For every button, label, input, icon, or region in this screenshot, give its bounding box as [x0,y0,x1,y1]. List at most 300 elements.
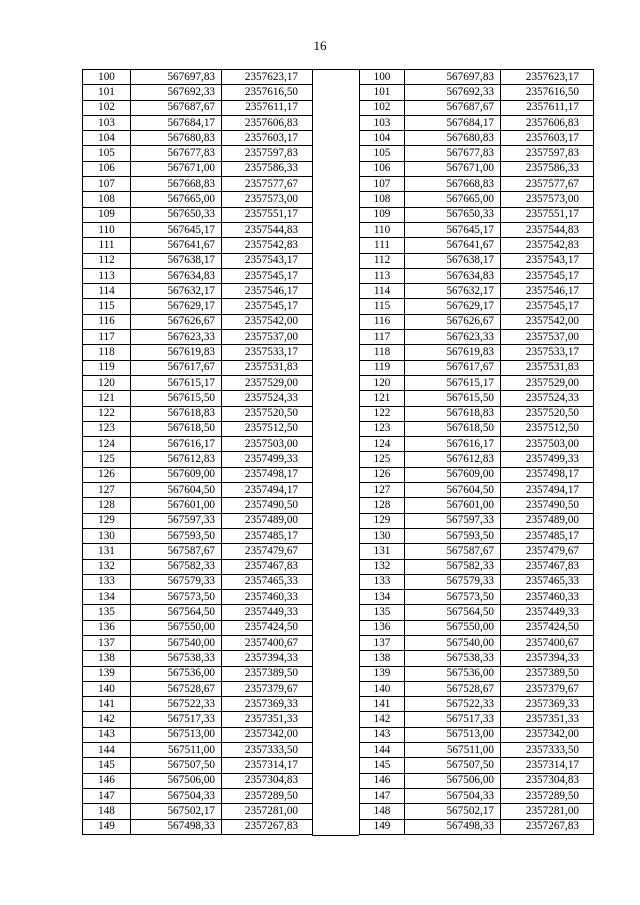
y-coordinate-cell: 2357465,33 [501,574,594,589]
y-coordinate-cell: 2357489,00 [222,513,313,528]
table-row [83,590,313,605]
point-number-cell: 149 [83,819,131,834]
point-number-cell: 126 [360,467,405,482]
y-coordinate-cell: 2357524,33 [222,391,313,406]
x-coordinate-cell: 567616,17 [131,437,222,452]
y-coordinate-cell: 2357503,00 [222,437,313,452]
x-coordinate-cell: 567623,33 [405,330,501,345]
point-number-cell: 138 [83,651,131,666]
point-number-cell: 105 [83,146,131,161]
x-coordinate-cell: 567587,67 [131,544,222,559]
point-number-cell: 146 [83,773,131,788]
table-row [360,146,594,161]
y-coordinate-cell: 2357351,33 [222,712,313,727]
point-number-cell: 101 [360,85,405,100]
table-row [360,207,594,222]
y-coordinate-cell: 2357498,17 [222,467,313,482]
x-coordinate-cell: 567587,67 [405,544,501,559]
table-row [83,651,313,666]
table-row [360,360,594,375]
x-coordinate-cell: 567511,00 [131,743,222,758]
point-number-cell: 123 [83,421,131,436]
table-row [360,238,594,253]
y-coordinate-cell: 2357544,83 [222,222,313,237]
x-coordinate-cell: 567540,00 [131,635,222,650]
y-coordinate-cell: 2357489,00 [501,513,594,528]
y-coordinate-cell: 2357623,17 [501,70,594,85]
x-coordinate-cell: 567522,33 [405,697,501,712]
y-coordinate-cell: 2357369,33 [501,697,594,712]
point-number-cell: 129 [360,513,405,528]
point-number-cell: 120 [360,375,405,390]
x-coordinate-cell: 567573,50 [131,590,222,605]
point-number-cell: 116 [83,314,131,329]
x-coordinate-cell: 567517,33 [405,712,501,727]
table-row [83,177,313,192]
x-coordinate-cell: 567671,00 [405,161,501,176]
point-number-cell: 124 [360,437,405,452]
table-row [360,131,594,146]
y-coordinate-cell: 2357314,17 [501,758,594,773]
point-number-cell: 143 [83,727,131,742]
point-number-cell: 133 [83,574,131,589]
x-coordinate-cell: 567502,17 [405,804,501,819]
x-coordinate-cell: 567522,33 [131,697,222,712]
y-coordinate-cell: 2357533,17 [501,345,594,360]
point-number-cell: 125 [360,452,405,467]
table-row [360,100,594,115]
table-row [83,115,313,130]
x-coordinate-cell: 567650,33 [405,207,501,222]
table-row [83,498,313,513]
table-row [360,544,594,559]
x-coordinate-cell: 567687,67 [131,100,222,115]
y-coordinate-cell: 2357267,83 [501,819,594,834]
x-coordinate-cell: 567593,50 [405,528,501,543]
y-coordinate-cell: 2357267,83 [222,819,313,834]
x-coordinate-cell: 567498,33 [405,819,501,834]
point-number-cell: 145 [83,758,131,773]
y-coordinate-cell: 2357586,33 [222,161,313,176]
x-coordinate-cell: 567641,67 [131,238,222,253]
x-coordinate-cell: 567619,83 [131,345,222,360]
y-coordinate-cell: 2357611,17 [501,100,594,115]
x-coordinate-cell: 567538,33 [131,651,222,666]
y-coordinate-cell: 2357289,50 [501,788,594,803]
y-coordinate-cell: 2357545,17 [222,268,313,283]
x-coordinate-cell: 567618,50 [405,421,501,436]
table-row [83,743,313,758]
y-coordinate-cell: 2357529,00 [501,375,594,390]
x-coordinate-cell: 567687,67 [405,100,501,115]
point-number-cell: 147 [83,788,131,803]
x-coordinate-cell: 567517,33 [131,712,222,727]
x-coordinate-cell: 567650,33 [131,207,222,222]
x-coordinate-cell: 567626,67 [405,314,501,329]
point-number-cell: 131 [360,544,405,559]
x-coordinate-cell: 567692,33 [405,85,501,100]
point-number-cell: 146 [360,773,405,788]
point-number-cell: 141 [360,697,405,712]
y-coordinate-cell: 2357479,67 [222,544,313,559]
table-row [360,70,594,85]
point-number-cell: 126 [83,467,131,482]
x-coordinate-cell: 567645,17 [405,222,501,237]
point-number-cell: 117 [83,330,131,345]
point-number-cell: 128 [360,498,405,513]
table-row [360,222,594,237]
y-coordinate-cell: 2357543,17 [501,253,594,268]
point-number-cell: 134 [83,590,131,605]
x-coordinate-cell: 567511,00 [405,743,501,758]
table-row [360,284,594,299]
table-row [360,345,594,360]
x-coordinate-cell: 567612,83 [131,452,222,467]
y-coordinate-cell: 2357379,67 [222,681,313,696]
x-coordinate-cell: 567677,83 [405,146,501,161]
x-coordinate-cell: 567504,33 [405,788,501,803]
x-coordinate-cell: 567692,33 [131,85,222,100]
x-coordinate-cell: 567617,67 [131,360,222,375]
y-coordinate-cell: 2357467,83 [501,559,594,574]
y-coordinate-cell: 2357503,00 [501,437,594,452]
y-coordinate-cell: 2357542,83 [501,238,594,253]
point-number-cell: 114 [360,284,405,299]
point-number-cell: 132 [83,559,131,574]
y-coordinate-cell: 2357529,00 [222,375,313,390]
y-coordinate-cell: 2357490,50 [501,498,594,513]
x-coordinate-cell: 567528,67 [131,681,222,696]
x-coordinate-cell: 567615,50 [405,391,501,406]
table-row [83,100,313,115]
x-coordinate-cell: 567619,83 [405,345,501,360]
x-coordinate-cell: 567604,50 [405,483,501,498]
y-coordinate-cell: 2357544,83 [501,222,594,237]
x-coordinate-cell: 567615,17 [131,375,222,390]
x-coordinate-cell: 567616,17 [405,437,501,452]
table-row [360,467,594,482]
table-row [360,375,594,390]
point-number-cell: 108 [83,192,131,207]
table-row [83,299,313,314]
table-row [83,375,313,390]
point-number-cell: 118 [360,345,405,360]
y-coordinate-cell: 2357304,83 [501,773,594,788]
x-coordinate-cell: 567632,17 [405,284,501,299]
table-row [360,819,594,834]
x-coordinate-cell: 567671,00 [131,161,222,176]
point-number-cell: 139 [83,666,131,681]
y-coordinate-cell: 2357542,00 [222,314,313,329]
table-row [360,299,594,314]
x-coordinate-cell: 567618,83 [131,406,222,421]
y-coordinate-cell: 2357333,50 [501,743,594,758]
x-coordinate-cell: 567618,83 [405,406,501,421]
x-coordinate-cell: 567638,17 [405,253,501,268]
table-row [83,406,313,421]
point-number-cell: 125 [83,452,131,467]
y-coordinate-cell: 2357551,17 [222,207,313,222]
point-number-cell: 148 [83,804,131,819]
table-row [360,391,594,406]
y-coordinate-cell: 2357524,33 [501,391,594,406]
y-coordinate-cell: 2357424,50 [222,620,313,635]
point-number-cell: 122 [83,406,131,421]
table-row [83,697,313,712]
table-row [83,467,313,482]
point-number-cell: 106 [360,161,405,176]
x-coordinate-cell: 567634,83 [131,268,222,283]
point-number-cell: 139 [360,666,405,681]
y-coordinate-cell: 2357616,50 [501,85,594,100]
x-coordinate-cell: 567498,33 [131,819,222,834]
point-number-cell: 100 [83,70,131,85]
y-coordinate-cell: 2357537,00 [222,330,313,345]
table-row [360,697,594,712]
y-coordinate-cell: 2357494,17 [222,483,313,498]
x-coordinate-cell: 567623,33 [131,330,222,345]
table-row [360,559,594,574]
x-coordinate-cell: 567597,33 [405,513,501,528]
point-number-cell: 127 [83,483,131,498]
y-coordinate-cell: 2357394,33 [222,651,313,666]
y-coordinate-cell: 2357460,33 [501,590,594,605]
table-row [360,314,594,329]
y-coordinate-cell: 2357342,00 [222,727,313,742]
x-coordinate-cell: 567618,50 [131,421,222,436]
y-coordinate-cell: 2357351,33 [501,712,594,727]
y-coordinate-cell: 2357394,33 [501,651,594,666]
table-row [83,437,313,452]
point-number-cell: 110 [83,222,131,237]
point-number-cell: 127 [360,483,405,498]
point-number-cell: 107 [360,177,405,192]
y-coordinate-cell: 2357379,67 [501,681,594,696]
y-coordinate-cell: 2357389,50 [501,666,594,681]
y-coordinate-cell: 2357369,33 [222,697,313,712]
table-row [360,513,594,528]
x-coordinate-cell: 567538,33 [405,651,501,666]
y-coordinate-cell: 2357520,50 [222,406,313,421]
y-coordinate-cell: 2357545,17 [501,299,594,314]
point-number-cell: 117 [360,330,405,345]
coordinates-table-left [82,69,313,835]
y-coordinate-cell: 2357545,17 [501,268,594,283]
point-number-cell: 137 [360,635,405,650]
y-coordinate-cell: 2357606,83 [222,115,313,130]
y-coordinate-cell: 2357304,83 [222,773,313,788]
table-row [83,605,313,620]
x-coordinate-cell: 567697,83 [131,70,222,85]
point-number-cell: 102 [360,100,405,115]
x-coordinate-cell: 567668,83 [405,177,501,192]
y-coordinate-cell: 2357577,67 [222,177,313,192]
x-coordinate-cell: 567540,00 [405,635,501,650]
y-coordinate-cell: 2357531,83 [222,360,313,375]
point-number-cell: 140 [360,681,405,696]
x-coordinate-cell: 567601,00 [131,498,222,513]
y-coordinate-cell: 2357603,17 [501,131,594,146]
x-coordinate-cell: 567504,33 [131,788,222,803]
x-coordinate-cell: 567665,00 [131,192,222,207]
table-row [83,727,313,742]
y-coordinate-cell: 2357494,17 [501,483,594,498]
table-row [83,819,313,834]
y-coordinate-cell: 2357586,33 [501,161,594,176]
x-coordinate-cell: 567629,17 [405,299,501,314]
point-number-cell: 105 [360,146,405,161]
table-row [360,605,594,620]
point-number-cell: 147 [360,788,405,803]
table-row [83,788,313,803]
y-coordinate-cell: 2357333,50 [222,743,313,758]
point-number-cell: 135 [83,605,131,620]
point-number-cell: 111 [360,238,405,253]
y-coordinate-cell: 2357400,67 [222,635,313,650]
y-coordinate-cell: 2357499,33 [501,452,594,467]
x-coordinate-cell: 567609,00 [131,467,222,482]
coordinates-table-right [359,69,594,835]
table-row [83,85,313,100]
point-number-cell: 109 [83,207,131,222]
y-coordinate-cell: 2357281,00 [222,804,313,819]
table-row [83,222,313,237]
y-coordinate-cell: 2357467,83 [222,559,313,574]
y-coordinate-cell: 2357543,17 [222,253,313,268]
table-row [360,666,594,681]
y-coordinate-cell: 2357573,00 [501,192,594,207]
table-row [360,727,594,742]
x-coordinate-cell: 567697,83 [405,70,501,85]
point-number-cell: 119 [360,360,405,375]
table-row [360,574,594,589]
point-number-cell: 112 [83,253,131,268]
x-coordinate-cell: 567617,67 [405,360,501,375]
point-number-cell: 104 [360,131,405,146]
point-number-cell: 149 [360,819,405,834]
table-row [360,406,594,421]
x-coordinate-cell: 567593,50 [131,528,222,543]
table-row [360,804,594,819]
y-coordinate-cell: 2357623,17 [222,70,313,85]
table-row [360,115,594,130]
table-row [360,788,594,803]
point-number-cell: 114 [83,284,131,299]
table-row [83,559,313,574]
point-number-cell: 102 [83,100,131,115]
y-coordinate-cell: 2357545,17 [222,299,313,314]
y-coordinate-cell: 2357546,17 [222,284,313,299]
point-number-cell: 103 [360,115,405,130]
point-number-cell: 116 [360,314,405,329]
y-coordinate-cell: 2357603,17 [222,131,313,146]
table-row [83,146,313,161]
point-number-cell: 129 [83,513,131,528]
point-number-cell: 111 [83,238,131,253]
x-coordinate-cell: 567550,00 [131,620,222,635]
point-number-cell: 120 [83,375,131,390]
point-number-cell: 137 [83,635,131,650]
table-row [83,330,313,345]
table-row [83,804,313,819]
y-coordinate-cell: 2357498,17 [501,467,594,482]
table-row [360,743,594,758]
y-coordinate-cell: 2357389,50 [222,666,313,681]
y-coordinate-cell: 2357424,50 [501,620,594,635]
point-number-cell: 138 [360,651,405,666]
x-coordinate-cell: 567604,50 [131,483,222,498]
point-number-cell: 141 [83,697,131,712]
table-row [360,452,594,467]
point-number-cell: 130 [83,528,131,543]
x-coordinate-cell: 567615,17 [405,375,501,390]
x-coordinate-cell: 567684,17 [131,115,222,130]
x-coordinate-cell: 567668,83 [131,177,222,192]
y-coordinate-cell: 2357551,17 [501,207,594,222]
x-coordinate-cell: 567632,17 [131,284,222,299]
point-number-cell: 107 [83,177,131,192]
x-coordinate-cell: 567536,00 [131,666,222,681]
x-coordinate-cell: 567629,17 [131,299,222,314]
x-coordinate-cell: 567677,83 [131,146,222,161]
point-number-cell: 123 [360,421,405,436]
y-coordinate-cell: 2357289,50 [222,788,313,803]
point-number-cell: 108 [360,192,405,207]
point-number-cell: 144 [83,743,131,758]
point-number-cell: 115 [360,299,405,314]
x-coordinate-cell: 567506,00 [131,773,222,788]
y-coordinate-cell: 2357606,83 [501,115,594,130]
table-row [83,620,313,635]
table-row [360,330,594,345]
x-coordinate-cell: 567506,00 [405,773,501,788]
table-row [360,620,594,635]
x-coordinate-cell: 567684,17 [405,115,501,130]
table-row [83,345,313,360]
point-number-cell: 148 [360,804,405,819]
table-row [83,391,313,406]
x-coordinate-cell: 567579,33 [131,574,222,589]
table-row [360,192,594,207]
x-coordinate-cell: 567634,83 [405,268,501,283]
y-coordinate-cell: 2357485,17 [222,528,313,543]
point-number-cell: 144 [360,743,405,758]
table-row [83,635,313,650]
table-row [360,758,594,773]
x-coordinate-cell: 567507,50 [131,758,222,773]
x-coordinate-cell: 567638,17 [131,253,222,268]
x-coordinate-cell: 567550,00 [405,620,501,635]
table-row [83,452,313,467]
y-coordinate-cell: 2357533,17 [222,345,313,360]
point-number-cell: 131 [83,544,131,559]
table-row [360,712,594,727]
point-number-cell: 142 [360,712,405,727]
y-coordinate-cell: 2357460,33 [222,590,313,605]
table-gap [312,69,359,836]
table-row [83,421,313,436]
point-number-cell: 121 [83,391,131,406]
point-number-cell: 106 [83,161,131,176]
y-coordinate-cell: 2357573,00 [222,192,313,207]
x-coordinate-cell: 567582,33 [405,559,501,574]
x-coordinate-cell: 567641,67 [405,238,501,253]
y-coordinate-cell: 2357400,67 [501,635,594,650]
table-row [360,651,594,666]
y-coordinate-cell: 2357449,33 [501,605,594,620]
table-row [83,70,313,85]
point-number-cell: 142 [83,712,131,727]
